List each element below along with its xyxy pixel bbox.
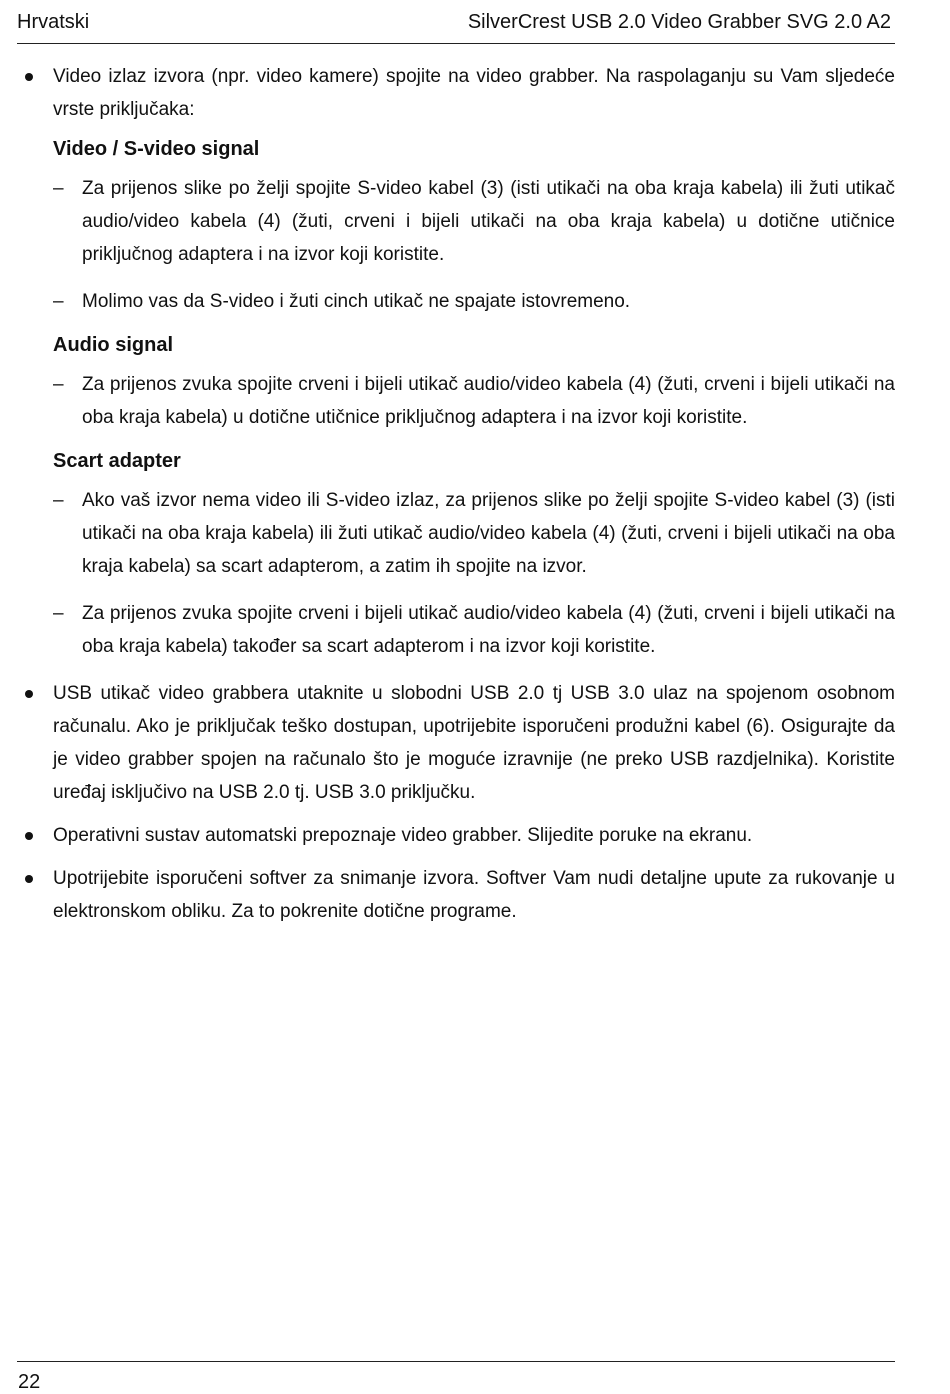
dash-item-video-warning — [17, 285, 895, 318]
bullet-item-connect-source — [17, 60, 895, 126]
section-heading-video: Video / S-video signal — [53, 138, 260, 160]
bullet-icon — [25, 73, 33, 81]
header-product-title: SilverCrest USB 2.0 Video Grabber SVG 2.0 A2 — [467, 11, 891, 33]
page-footer — [17, 1361, 895, 1393]
dash-icon: – — [53, 178, 64, 199]
bullet-text: Video izlaz izvora (npr. video kamere) spojite na video grabber. Na raspolaganju su Vam sljedeće vrste priključaka: — [53, 66, 895, 120]
dash-text: Molimo vas da S-video i žuti cinch utikač ne spajate istovremeno. — [82, 291, 631, 312]
page-header — [17, 10, 895, 44]
dash-item-scart-video — [17, 484, 895, 583]
dash-icon: – — [53, 291, 64, 312]
bullet-icon — [25, 832, 33, 840]
dash-icon: – — [53, 603, 64, 624]
dash-text: Za prijenos zvuka spojite crveni i bijeli utikač audio/video kabela (4) (žuti, crveni i bijeli utikači na oba kraja kabela) također sa scart adapterom i na izvor koji koristite. — [82, 603, 895, 657]
dash-text: Za prijenos slike po želji spojite S-video kabel (3) (isti utikači na oba kraja kabela) ili žuti utikač audio/video kabela (4) (žuti, crveni i bijeli utikači na oba kraja kabela) u dotične utičnice priključnog adaptera i na izvor koji koristite. — [82, 178, 895, 265]
dash-icon: – — [53, 374, 64, 395]
bullet-icon — [25, 690, 33, 698]
bullet-text: USB utikač video grabbera utaknite u slobodni USB 2.0 tj USB 3.0 ulaz na spojenom osobnom računalu. Ako je priključak teško dostupan, upotrijebite isporučeni produžni kabel (6). Osigurajte da je video grabber spojen na računalo što je moguće izravnije (ne preko USB razdjelnika). Koristite uređaj isključivo na USB 2.0 tj. USB 3.0 priključku. — [53, 683, 895, 803]
dash-icon: – — [53, 490, 64, 511]
page-number: 22 — [18, 1371, 41, 1393]
header-language: Hrvatski — [17, 11, 90, 33]
bullet-item-software — [17, 862, 895, 928]
bullet-icon — [25, 875, 33, 883]
dash-item-video-cable — [17, 172, 895, 271]
bullet-text: Operativni sustav automatski prepoznaje video grabber. Slijedite poruke na ekranu. — [53, 825, 753, 846]
bullet-text: Upotrijebite isporučeni softver za snimanje izvora. Softver Vam nudi detaljne upute za rukovanje u elektronskom obliku. Za to pokrenite dotične programe. — [53, 868, 895, 922]
dash-text: Ako vaš izvor nema video ili S-video izlaz, za prijenos slike po želji spojite S-video kabel (3) (isti utikači na oba kraja kabela) ili žuti utikač audio/video kabela (4) (žuti, crveni i bijeli utikači na oba kraja kabela) sa scart adapterom, a zatim ih spojite na izvor. — [82, 490, 895, 577]
section-heading-scart: Scart adapter — [53, 450, 181, 472]
bullet-item-usb — [17, 677, 895, 809]
page-content — [17, 60, 895, 928]
dash-text: Za prijenos zvuka spojite crveni i bijeli utikač audio/video kabela (4) (žuti, crveni i bijeli utikači na oba kraja kabela) u dotične utičnice priključnog adaptera i na izvor koji koristite. — [82, 374, 895, 428]
section-heading-audio: Audio signal — [53, 334, 173, 356]
dash-item-audio-cable — [17, 368, 895, 434]
dash-item-scart-audio — [17, 597, 895, 663]
bullet-item-os — [17, 819, 895, 852]
